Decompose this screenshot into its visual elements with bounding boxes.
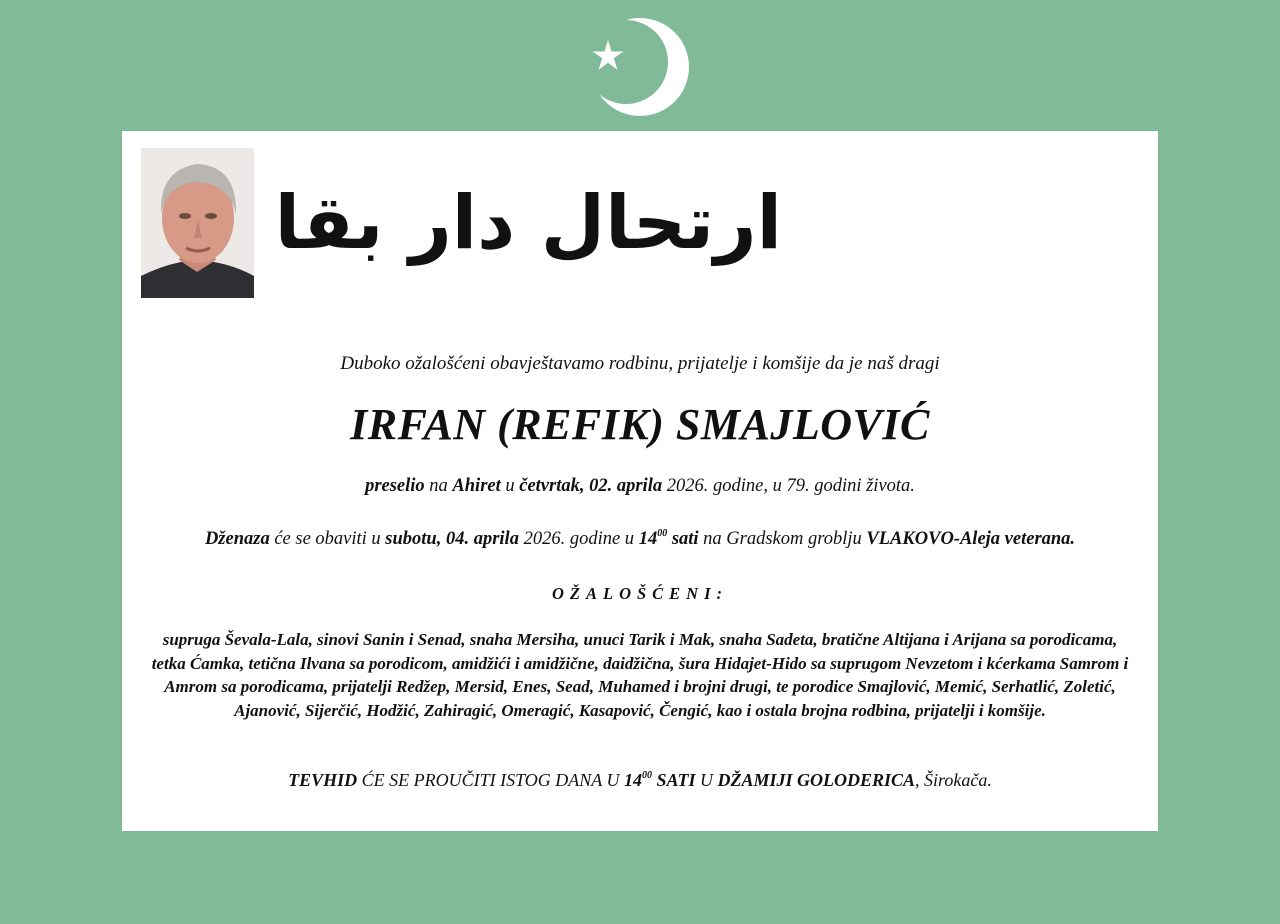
tevhid-text-3: , Širokača. (915, 770, 992, 790)
death-text-2: u (500, 476, 520, 496)
tevhid-hour: 14 (623, 770, 642, 790)
crescent-star-icon (588, 18, 692, 118)
obituary-card (122, 131, 1158, 831)
deceased-name: IRFAN (REFIK) SMAJLOVIĆ (350, 400, 930, 449)
funeral-sati: sati (667, 529, 699, 549)
funeral-hour: 14 (638, 529, 658, 549)
death-place: Ahiret (452, 476, 501, 496)
tevhid-label: TEVHID (288, 770, 358, 790)
tevhid-mosque: DŽAMIJI GOLODERICA (717, 770, 916, 790)
tevhid-sati: SATI (651, 770, 696, 790)
tevhid-text-1: ĆE SE PROUČITI ISTOG DANA U (357, 770, 624, 790)
tevhid-minutes: 00 (641, 770, 652, 781)
intro-text: Duboko ožalošćeni obavještavamo rodbinu, prijatelje i komšije da je naš dragi (340, 353, 940, 374)
mourners-title: OŽALOŠĆENI: (551, 584, 728, 603)
death-text-1: na (424, 476, 453, 496)
tevhid-text-2: U (695, 770, 718, 790)
deceased-photo (141, 148, 254, 298)
funeral-line (122, 529, 1158, 550)
death-verb: preselio (365, 476, 425, 496)
funeral-date: subotu, 04. aprila (385, 529, 519, 549)
funeral-text-2: 2026. godine u (518, 529, 639, 549)
funeral-cemetery: VLAKOVO-Aleja veterana. (866, 529, 1076, 549)
death-rest: 2026. godine, u 79. godini života. (662, 476, 915, 496)
death-date: četvrtak, 02. aprila (519, 476, 663, 496)
funeral-text-3: na Gradskom groblju (698, 529, 867, 549)
tevhid-line (122, 770, 1158, 791)
arabic-calligraphy: ارتحال دار بقا (274, 180, 782, 266)
funeral-label: Dženaza (204, 529, 270, 549)
death-line (122, 476, 1158, 497)
funeral-minutes: 00 (657, 528, 668, 539)
funeral-text-1: će se obaviti u (269, 529, 386, 549)
mourners-list: supruga Ševala-Lala, sinovi Sanin i Senad, snaha Mersiha, unuci Tarik i Mak, snaha Sadeta, bratične Altijana i Arijana sa porodicama, tetka Ćamka, tetična Ilvana sa porodicom, amidžići i amidžične, daidžična, šura Hidajet-Hido sa suprugom Nevzetom i kćerkama Samrom i Amrom sa porodicama, prijatelji Redžep, Mersid, Enes, Sead, Muhamed i brojni drugi, te porodice Smajlović, Memić, Serhatlić, Zoletić, Ajanović, Sijerčić, Hodžić, Zahiragić, Omeragić, Kasapović, Čengić, kao i ostala brojna rodbina, prijatelji i komšije. (151, 630, 1129, 720)
